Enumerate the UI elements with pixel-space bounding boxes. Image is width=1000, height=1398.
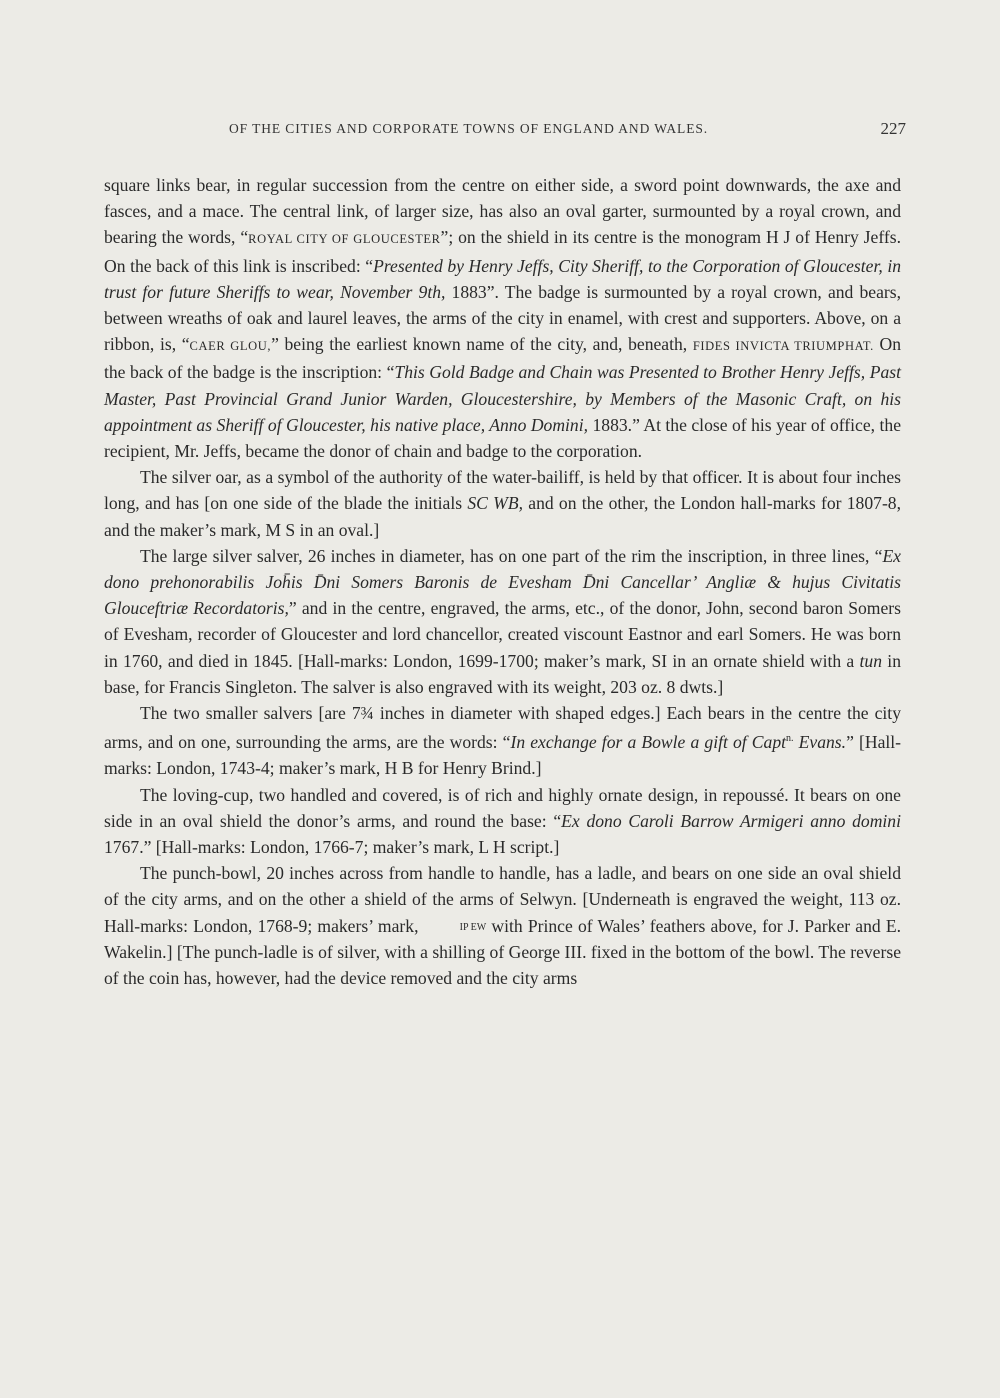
- paragraph: [104, 543, 901, 700]
- text-segment: The large silver salver, 26 inches in diameter, has on one part of the rim the inscription, in three lines, “: [140, 545, 883, 566]
- text-segment: ” being the earliest known name of the city, and, beneath,: [271, 334, 693, 355]
- italic-text: Presented by Henry Jeffs, City Sheriff, to the Corporation of Gloucester, in trust for future Sheriffs to wear, November 9th,: [104, 255, 902, 302]
- makers-mark: IP EW: [459, 922, 487, 933]
- text-segment: and on the other, the London hall-marks for 1807-8, and the maker’s mark, M S in an oval.]: [104, 493, 901, 540]
- text-segment: with Prince of Wales’ feathers above, for J. Parker and E. Wakelin.] [The punch-ladle is of silver, with a shilling of George III. fixed in the bottom of the bowl. The reverse of the coin has, however, had the device removed and the city arms: [104, 915, 902, 988]
- text-segment: 1883.” At the close of his year of office, the recipient, Mr. Jeffs, became the donor of chain and badge to the corporation.: [104, 414, 901, 462]
- paragraph: [104, 172, 901, 464]
- text-segment: The loving-cup, two handled and covered, is of rich and highly ornate design, in repoussé. It bears on one side in an oval shield the donor’s arms, and round the base: “: [104, 784, 901, 831]
- page-number: 227: [880, 119, 906, 138]
- text-segment: ”; on the shield in its centre is the monogram H J of Henry Jeffs. On the back of this link is inscribed: “: [104, 227, 901, 276]
- italic-text: Ex dono prehonorabilis Joh̄is D̄ni Somers Baronis de Evesham D̄ni Cancellar’ Angliæ & hujus Civitatis Glouceftriæ Recordatoris,: [104, 545, 901, 619]
- italic-text: tun: [859, 650, 883, 671]
- running-head: OF THE CITIES AND CORPORATE TOWNS OF ENGLAND AND WALES.: [229, 121, 709, 136]
- italic-text: Ex dono Caroli Barrow Armigeri anno domini: [561, 810, 901, 831]
- italic-text: Evans.: [793, 732, 847, 753]
- body-text: [104, 172, 901, 991]
- paragraph: [104, 860, 901, 991]
- text-segment: On the back of the badge is the inscription: “: [104, 334, 901, 383]
- italic-text: In exchange for a Bowle a gift of Capt: [510, 732, 787, 753]
- page-header: [104, 121, 904, 143]
- superscript-text: n.: [786, 733, 794, 745]
- text-segment: 1883”. The badge is surmounted by a royal crown, and bears, between wreaths of oak and laurel leaves, the arms of the city in enamel, with crest and supporters. Above, on a ribbon, is, “: [104, 281, 901, 355]
- text-segment: in base, for Francis Singleton. The salver is also engraved with its weight, 203 oz. 8 dwts.]: [104, 650, 901, 697]
- paragraph: [104, 700, 901, 781]
- italic-text: SC WB,: [467, 493, 523, 514]
- text-segment: The silver oar, as a symbol of the authority of the water-bailiff, is held by that officer. It is about four inches long, and has [on one side of the blade the initials: [104, 467, 901, 514]
- text-segment: The two smaller salvers [are 7¾ inches in diameter with shaped edges.] Each bears in the centre the city arms, and on one, surrounding the arms, are the words: “: [104, 703, 901, 753]
- italic-text: This Gold Badge and Chain was Presented to Brother Henry Jeffs, Past Master, Past Provincial Grand Junior Warden, Gloucestershire, by Members of the Masonic Craft, on his appointment as Sheriff of Gloucester, his native place, Anno Domini,: [104, 362, 902, 435]
- text-segment: The punch-bowl, 20 inches across from handle to handle, has a ladle, and bears on one side an oval shield of the city arms, and on the other a shield of the arms of Selwyn. [Underneath is engraved the weight, 113 oz. Hall-marks: London, 1768-9; makers’ mark,: [104, 863, 901, 936]
- paragraph: [104, 464, 901, 543]
- paragraph: [104, 782, 901, 861]
- small-caps-text: FIDES INVICTA TRIUMPHAT.: [692, 339, 874, 354]
- small-caps-text: CAER GLOU,: [189, 339, 272, 354]
- text-segment: ” [Hall-marks: London, 1743-4; maker’s mark, H B for Henry Brind.]: [104, 732, 902, 779]
- text-segment: 1767.” [Hall-marks: London, 1766-7; maker’s mark, L H script.]: [104, 836, 560, 857]
- small-caps-text: ROYAL CITY OF GLOUCESTER: [248, 232, 441, 247]
- text-segment: square links bear, in regular succession from the centre on either side, a sword point downwards, the axe and fasces, and a mace. The central link, of larger size, has also an oval garter, surmounted by a royal crown, and bearing the words, “: [104, 175, 901, 248]
- text-segment: ” and in the centre, engraved, the arms, etc., of the donor, John, second baron Somers of Evesham, recorder of Gloucester and lord chancellor, created viscount Eastnor and earl Somers. He was born in 1760, and died in 1845. [Hall-marks: London, 1699-1700; maker’s mark, SI in an ornate shield with a: [104, 598, 901, 671]
